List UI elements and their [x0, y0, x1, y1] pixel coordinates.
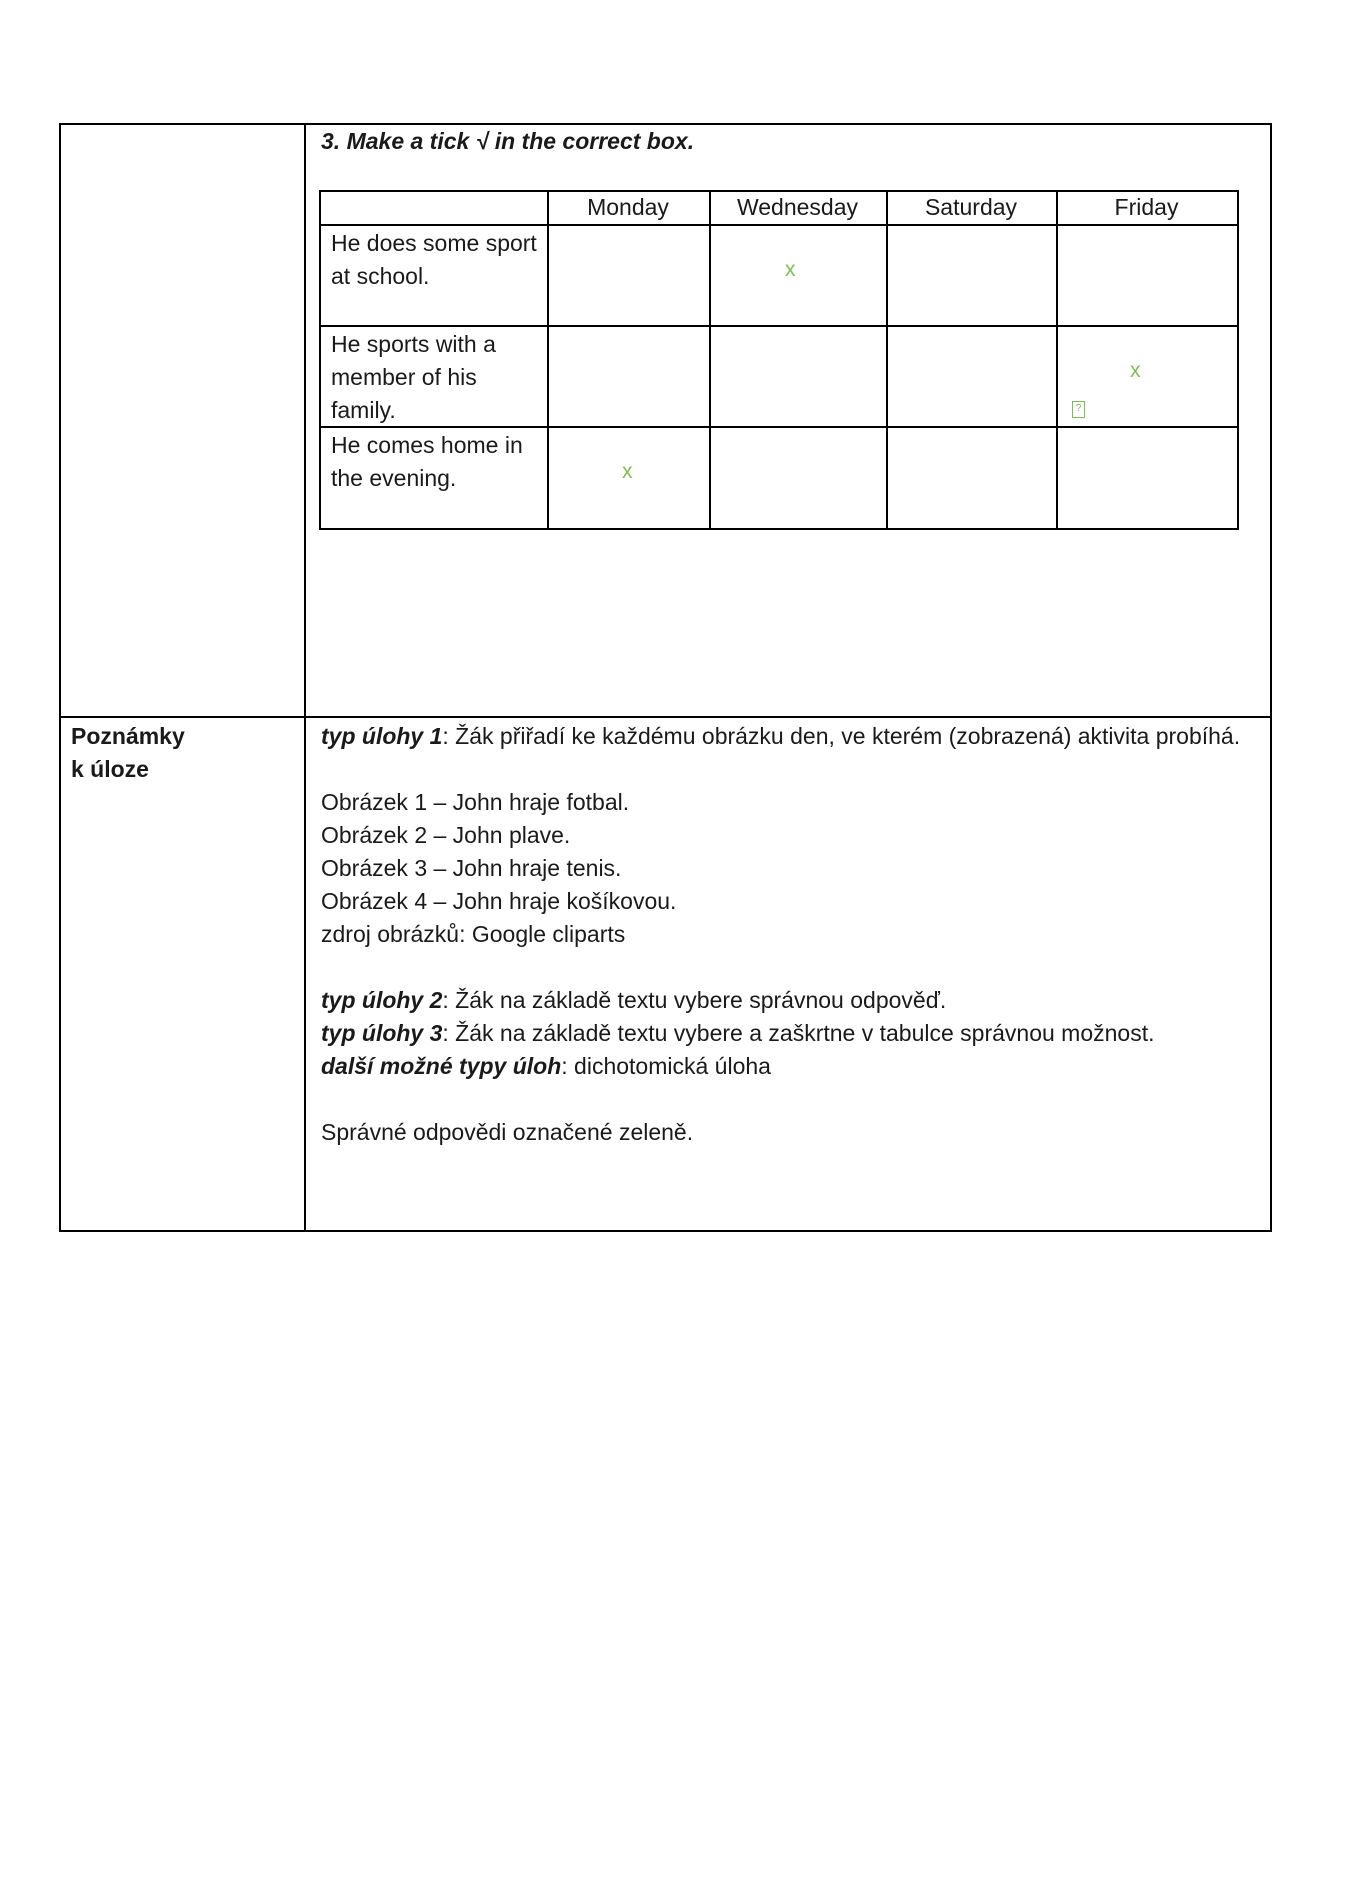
- notes-label-line2: k úloze: [71, 756, 149, 782]
- worksheet-table: [59, 123, 1272, 1232]
- type2-text: : Žák na základě textu vybere správnou odpověď.: [442, 987, 947, 1013]
- type2-label: typ úlohy 2: [321, 987, 443, 1013]
- type1-text: : Žák přiřadí ke každému obrázku den, ve kterém (zobrazená) aktivita probíhá.: [442, 723, 1241, 749]
- notes-label-line1: Poznámky: [71, 723, 185, 749]
- type1-label: typ úlohy 1: [321, 723, 443, 749]
- other-types-label: další možné typy úloh: [321, 1053, 562, 1079]
- correct-answers-note: Správné odpovědi označené zeleně.: [321, 1119, 694, 1145]
- answer-mark-row2: x: [1130, 359, 1141, 382]
- stray-glyph: ?: [1072, 401, 1085, 418]
- grid-line: [319, 190, 321, 530]
- other-types-text: : dichotomická úloha: [561, 1053, 771, 1079]
- type2-note: [321, 984, 1251, 1017]
- table-right-border: [1270, 123, 1272, 1232]
- answer-mark-row3: x: [622, 460, 633, 483]
- notes-content: [321, 720, 1251, 1149]
- type3-text: : Žák na základě textu vybere a zaškrtne v tabulce správnou možnost.: [442, 1020, 1155, 1046]
- table-left-border: [59, 123, 61, 1232]
- statement-3: He comes home in the evening.: [331, 432, 523, 491]
- notes-label: [71, 720, 185, 786]
- table-top-border: [59, 123, 1272, 125]
- picture-4-note: Obrázek 4 – John hraje košíkovou.: [321, 888, 677, 914]
- day-header-wednesday: Wednesday: [736, 194, 859, 220]
- grid-line: [319, 224, 1239, 226]
- task-title: 3. Make a tick √ in the correct box.: [321, 128, 695, 154]
- grid-line: [319, 190, 1239, 192]
- day-header-saturday: Saturday: [924, 194, 1018, 220]
- grid-line: [319, 528, 1239, 530]
- table-bottom-border: [59, 1230, 1272, 1232]
- grid-line: [1056, 190, 1058, 530]
- grid-line: [709, 190, 711, 530]
- statement-2: He sports with a member of his family.: [331, 331, 496, 423]
- type1-note: [321, 720, 1251, 753]
- picture-2-note: Obrázek 2 – John plave.: [321, 822, 571, 848]
- other-types-note: [321, 1050, 1251, 1083]
- tick-grid: [319, 190, 1239, 530]
- grid-line: [547, 190, 549, 530]
- table-column-divider: [304, 123, 306, 1232]
- day-header-friday: Friday: [1114, 194, 1179, 220]
- type3-note: [321, 1017, 1251, 1050]
- statement-1: He does some sport at school.: [331, 230, 537, 289]
- table-row-divider: [59, 716, 1272, 718]
- answer-mark-row1: x: [785, 258, 796, 281]
- day-header-monday: Monday: [587, 194, 669, 220]
- type3-label: typ úlohy 3: [321, 1020, 443, 1046]
- picture-3-note: Obrázek 3 – John hraje tenis.: [321, 855, 622, 881]
- grid-line: [319, 325, 1239, 327]
- image-source-note: zdroj obrázků: Google cliparts: [321, 921, 626, 947]
- grid-line: [1237, 190, 1239, 530]
- picture-1-note: Obrázek 1 – John hraje fotbal.: [321, 789, 630, 815]
- grid-line: [886, 190, 888, 530]
